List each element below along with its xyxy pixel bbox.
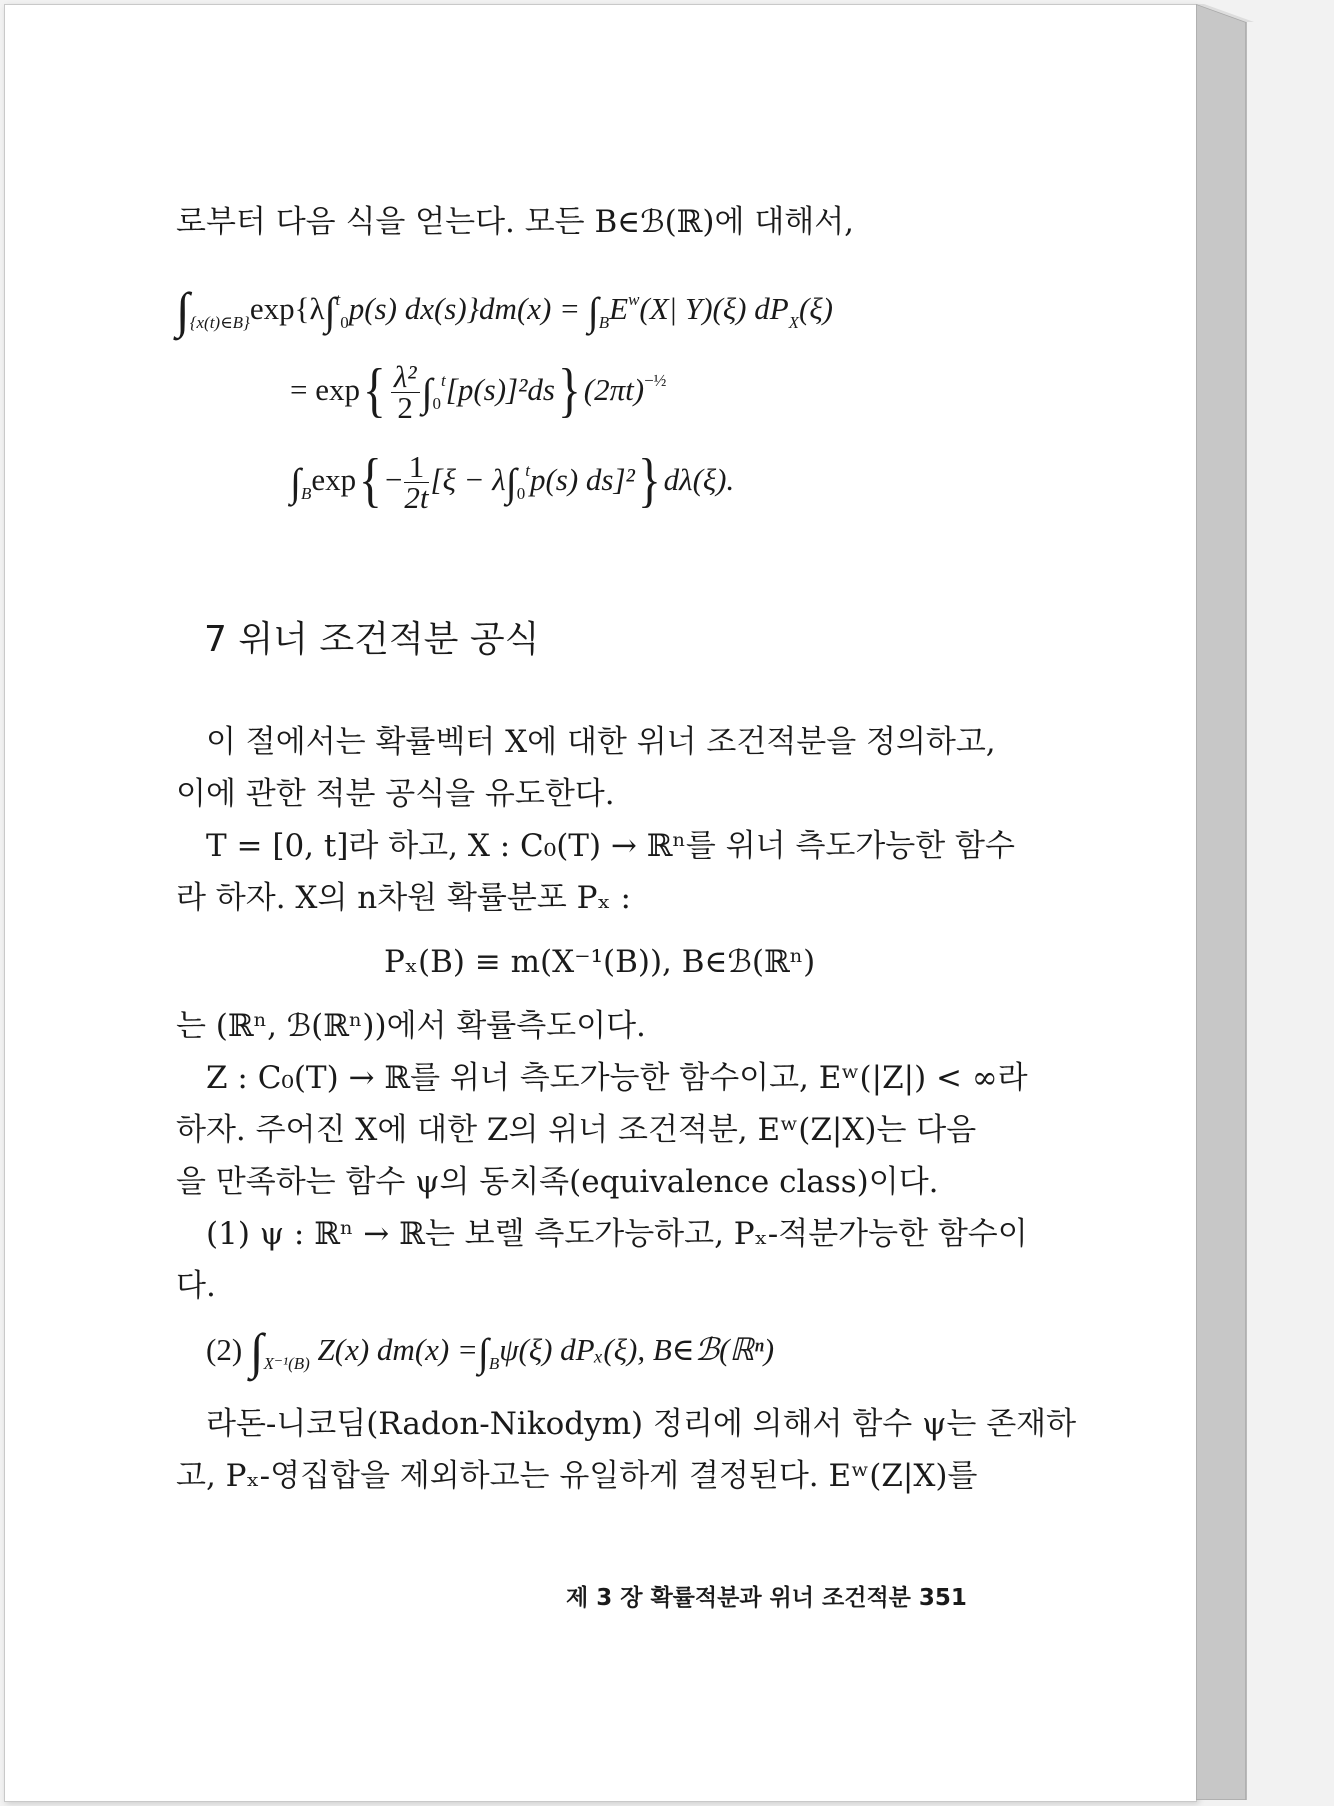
para4-line1: Z : C₀(T) → ℝ를 위너 측도가능한 함수이고, Eʷ(|Z|) < ∞라 — [206, 1060, 1028, 1096]
para1-line2: 이에 관한 적분 공식을 유도한다. — [176, 776, 615, 812]
condition-1-line2: 다. — [176, 1268, 216, 1304]
equation-3: $\int_B\exp\{-$ $\frac{1}{2t}$ [$\xi - \lambda\int_0^tp(s)$ ds]²}dλ(ξ). — [290, 447, 735, 516]
page-footer: 제 3 장 확률적분과 위너 조건적분 351 — [566, 1585, 967, 1611]
para5-line2: 고, Pₓ-영집합을 제외하고는 유일하게 결정된다. Eʷ(Z|X)를 — [176, 1458, 978, 1494]
eq2-fraction: $\frac{\text{λ²}}{2}$ — [391, 362, 420, 423]
condition-2-rhs: ψ(ξ) dPₓ(ξ), B∈ℬ(ℝⁿ) — [499, 1332, 775, 1367]
para4-line3: 을 만족하는 함수 ψ의 동치족(equivalence class)이다. — [176, 1164, 939, 1200]
condition-2-label: (2) — [206, 1332, 243, 1367]
text-line-intro: 로부터 다음 식을 얻는다. 모든 B∈ℬ(ℝ)에 대해서, — [176, 204, 855, 240]
eq1-rhs-subscript: B — [598, 313, 610, 332]
eq2-tail: (2πt) — [583, 372, 645, 407]
eq2-tail-exponent: −½ — [644, 371, 667, 390]
condition-2-lhs: Z(x) dm(x) = — [317, 1332, 478, 1367]
eq1-upper-limit: t — [335, 290, 341, 309]
eq3-int-subscript: B — [300, 484, 312, 503]
para5-line1: 라돈-니코딤(Radon-Nikodym) 정리에 의해서 함수 ψ는 존재하 — [206, 1406, 1077, 1442]
eq1-lower-limit: 0 — [340, 313, 349, 332]
equation-2: = exp{ $\frac{\text{λ²}}{2}$ $\int_0^t[p(s)]^2ds\}(2\pi t)^{-\frac{1}{2}}$ — [290, 357, 667, 426]
condition-2: (2) $\int_{X^{-1}(B)}$ Z(x) $dm(x) =\int_B\psi(\xi)$ dPₓ(ξ), B∈ℬ(ℝⁿ) — [206, 1323, 775, 1379]
eq3-body-2: p(s) ds]² — [529, 462, 635, 497]
display-equation: Pₓ(B) ≡ m(X⁻¹(B)), B∈ℬ(ℝⁿ) — [384, 944, 816, 980]
eq1-lhs: exp{λ — [249, 291, 325, 326]
condition-2-int-subscript: X⁻¹(B) — [263, 1354, 310, 1373]
eq2-body: [p(s)]²ds — [445, 372, 555, 407]
eq1-rhs-tail: (ξ) — [799, 291, 833, 326]
eq1-int-subscript: {x(t)∈B} — [189, 313, 250, 332]
eq1-rhs-px: X — [788, 313, 800, 332]
eq1-lhs-body: p(s) dx(s)}dm(x) = — [348, 291, 581, 326]
eq1-rhs-sup: w — [628, 290, 640, 309]
book-spine — [1196, 4, 1254, 1800]
para3: 는 (ℝⁿ, ℬ(ℝⁿ))에서 확률측도이다. — [176, 1008, 646, 1044]
eq1-rhs-e: E — [609, 291, 629, 326]
para1-line1: 이 절에서는 확률벡터 X에 대한 위너 조건적분을 정의하고, — [206, 724, 996, 760]
eq3-tail: dλ(ξ). — [663, 462, 735, 497]
para2-line1: T = [0, t]라 하고, X : C₀(T) → ℝⁿ를 위너 측도가능한 함수 — [206, 828, 1015, 864]
eq1-rhs-body: (X| Y)(ξ) dP — [639, 291, 789, 326]
condition-1-line1: (1) ψ : ℝⁿ → ℝ는 보렐 측도가능하고, Pₓ-적분가능한 함수이 — [206, 1216, 1028, 1252]
equation-1: $\int_{\{x(t)\in B\}}\exp\{\lambda\int^t_0p(s) dx(s)\}dm(x) = \int_BE^w(X|$ Y)(ξ) $dP_X(\xi)$ — [176, 282, 833, 338]
eq2-prefix: = exp — [290, 372, 360, 407]
para4-line2: 하자. 주어진 X에 대한 Z의 위너 조건적분, Eʷ(Z|X)는 다음 — [176, 1112, 977, 1148]
condition-2-rhs-subscript: B — [488, 1354, 500, 1373]
eq3-body: [ξ − λ — [430, 462, 506, 497]
eq3-prefix: exp — [311, 462, 357, 497]
section-heading: 7 위너 조건적분 공식 — [204, 619, 540, 660]
para2-line2: 라 하자. X의 n차원 확률분포 Pₓ : — [176, 880, 631, 916]
eq3-fraction: $\frac{1}{2t}$ — [404, 449, 429, 516]
